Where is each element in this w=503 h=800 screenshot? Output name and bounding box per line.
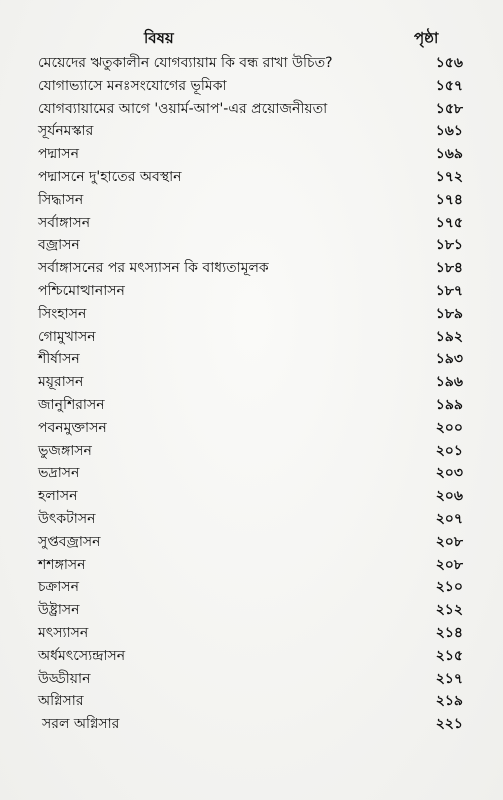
toc-entry-title: শীর্ষাসন — [38, 351, 80, 368]
toc-entry — [0, 280, 503, 303]
toc-entry — [0, 212, 503, 235]
toc-entry-page-number: ১৯২ — [435, 328, 463, 345]
toc-entry — [0, 576, 503, 599]
toc-entry — [0, 52, 503, 75]
toc-entry-title: ময়ূরাসন — [38, 374, 84, 391]
toc-entry-page-number: ১৮৪ — [435, 260, 463, 277]
toc-entry-title: অর্ধমৎস্যেন্দ্রাসন — [38, 647, 126, 664]
toc-entry-page-number: ১৯৬ — [435, 374, 463, 391]
toc-entry-page-number: ২১৫ — [435, 647, 463, 664]
toc-entry — [0, 303, 503, 326]
toc-entry-page-number: ২০৮ — [435, 556, 463, 573]
toc-entry-title: মেয়েদের ঋতুকালীন যোগব্যায়াম কি বন্ধ রাখা উচিত? — [38, 55, 333, 71]
toc-entry-title: গোমুখাসন — [38, 328, 96, 345]
contents-header — [0, 27, 503, 51]
toc-entry-title: পদ্মাসনে দু'হাতের অবস্থান — [38, 168, 182, 185]
toc-entry-title: উড্ডীয়ান — [38, 670, 91, 687]
toc-entry-page-number: ২১৯ — [435, 693, 463, 710]
toc-entry-title: পদ্মাসন — [38, 146, 79, 163]
toc-entry-title: শশঙ্গাসন — [38, 556, 86, 573]
toc-entry-title: সিংহাসন — [38, 305, 87, 322]
toc-entry — [0, 394, 503, 417]
toc-entry-page-number: ২০৭ — [435, 510, 463, 527]
toc-entry-title: চক্রাসন — [38, 579, 79, 596]
toc-entry-page-number: ২১০ — [435, 579, 463, 596]
toc-entry-page-number: ১৫৭ — [435, 77, 463, 94]
toc-entry-title: সিদ্ধাসন — [38, 191, 84, 208]
toc-entry — [0, 690, 503, 713]
toc-entry — [0, 508, 503, 531]
toc-entry — [0, 326, 503, 349]
toc-entry-title: পশ্চিমোত্থানাসন — [38, 282, 125, 299]
toc-entry — [0, 713, 503, 736]
subject-column-heading: বিষয় — [144, 29, 174, 47]
toc-entry — [0, 257, 503, 280]
toc-entry-title: উষ্ট্রাসন — [38, 602, 80, 619]
toc-entry-page-number: ১৯৩ — [435, 351, 463, 368]
toc-entry-page-number: ১৮৯ — [435, 305, 463, 322]
toc-entry-page-number: ১৭৫ — [435, 214, 463, 231]
toc-entry-title: যোগাভ্যাসে মনঃসংযোগের ভূমিকা — [38, 77, 227, 94]
toc-entry-page-number: ১৫৬ — [435, 55, 463, 71]
toc-entry-page-number: ২০৮ — [435, 533, 463, 550]
toc-entry — [0, 440, 503, 463]
toc-entry — [0, 485, 503, 508]
toc-entry-title: ভুজঙ্গাসন — [38, 442, 92, 459]
toc-entry-page-number: ১৮৭ — [435, 282, 463, 299]
toc-entry — [0, 599, 503, 622]
toc-entry — [0, 371, 503, 394]
toc-entry-title: জানুশিরাসন — [38, 396, 105, 413]
contents-list — [0, 52, 503, 736]
toc-entry — [0, 462, 503, 485]
toc-entry-page-number: ১৭৪ — [435, 191, 463, 208]
toc-entry — [0, 645, 503, 668]
toc-entry — [0, 668, 503, 691]
toc-entry-page-number: ২০১ — [435, 442, 463, 459]
toc-entry-title: সর্বাঙ্গাসন — [38, 214, 91, 231]
toc-entry — [0, 189, 503, 212]
toc-entry-title: মৎস্যাসন — [38, 624, 89, 641]
toc-entry — [0, 98, 503, 121]
toc-entry — [0, 554, 503, 577]
toc-entry-page-number: ১৮১ — [435, 237, 463, 254]
toc-entry-title: পবনমুক্তাসন — [38, 419, 107, 436]
toc-entry-page-number: ১৫৮ — [435, 100, 463, 117]
toc-entry-title: উৎকটাসন — [38, 510, 96, 527]
toc-entry-page-number: ১৬৯ — [435, 146, 463, 163]
toc-entry-title: সরল অগ্নিসার — [42, 716, 120, 733]
toc-entry-title: ভদ্রাসন — [38, 465, 80, 482]
toc-entry-page-number: ২০০ — [435, 419, 463, 436]
toc-entry-title: সর্বাঙ্গাসনের পর মৎস্যাসন কি বাধ্যতামূলক — [38, 260, 269, 277]
toc-entry-page-number: ১৬১ — [435, 123, 463, 140]
toc-entry-title: সূর্যনমস্কার — [38, 123, 94, 140]
toc-entry-title: হলাসন — [38, 488, 78, 505]
toc-entry-page-number: ২২১ — [435, 716, 463, 733]
toc-entry — [0, 622, 503, 645]
toc-entry — [0, 417, 503, 440]
toc-entry — [0, 234, 503, 257]
toc-entry — [0, 120, 503, 143]
toc-entry-page-number: ২০৩ — [435, 465, 463, 482]
toc-entry — [0, 166, 503, 189]
toc-entry-title: অগ্নিসার — [38, 693, 84, 710]
toc-entry-page-number: ১৯৯ — [435, 396, 463, 413]
toc-entry-page-number: ২১৪ — [435, 624, 463, 641]
toc-entry — [0, 75, 503, 98]
toc-entry-title: যোগব্যায়ামের আগে 'ওয়ার্ম-আপ'-এর প্রয়োজনীয়তা — [38, 100, 328, 117]
toc-entry — [0, 348, 503, 371]
page-column-heading: পৃষ্ঠা — [414, 29, 439, 47]
toc-entry-title: বজ্রাসন — [38, 237, 80, 254]
toc-entry-title: সুপ্তবজ্রাসন — [38, 533, 101, 550]
toc-entry — [0, 143, 503, 166]
toc-entry — [0, 531, 503, 554]
toc-entry-page-number: ১৭২ — [435, 168, 463, 185]
toc-entry-page-number: ২১৭ — [435, 670, 463, 687]
toc-entry-page-number: ২১২ — [435, 602, 463, 619]
toc-entry-page-number: ২০৬ — [435, 488, 463, 505]
